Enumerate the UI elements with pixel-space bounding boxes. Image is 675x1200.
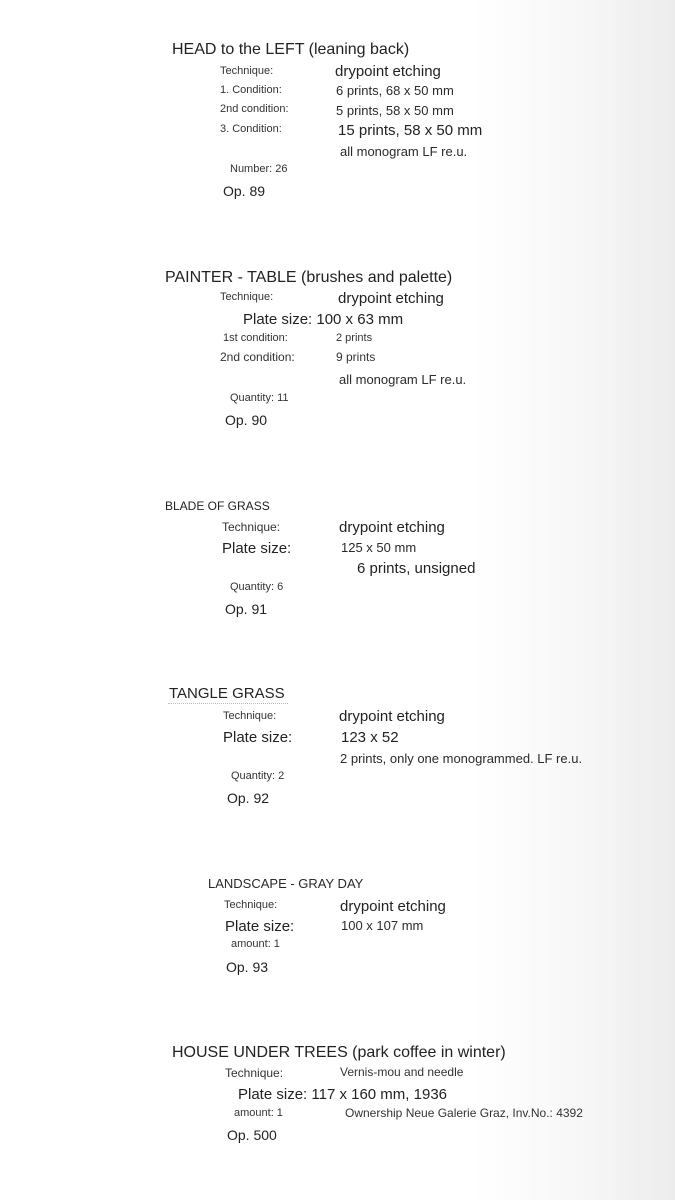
technique-value: Vernis-mou and needle <box>340 1065 464 1079</box>
entry-count: Quantity: 2 <box>231 770 285 782</box>
technique-value: drypoint etching <box>338 290 444 307</box>
entry-opus: Op. 89 <box>223 183 266 199</box>
condition-label: 1st condition: <box>223 332 288 344</box>
plate-size-value: 100 x 107 mm <box>341 918 424 933</box>
entry-opus: Op. 92 <box>227 790 270 806</box>
entry-count: Quantity: 11 <box>230 392 289 404</box>
ownership: Ownership Neue Galerie Graz, Inv.No.: 4392 <box>345 1106 583 1120</box>
plate-size: Plate size: 117 x 160 mm, 1936 <box>238 1086 448 1103</box>
entry-note: 6 prints, unsigned <box>357 560 476 577</box>
technique-label: Technique: <box>224 899 278 911</box>
condition-value: 5 prints, 58 x 50 mm <box>336 103 454 118</box>
entry-count: amount: 1 <box>234 1107 283 1119</box>
condition-value: 9 prints <box>336 350 376 364</box>
condition-label: 2nd condition: <box>220 350 295 364</box>
entry-opus: Op. 500 <box>227 1127 277 1143</box>
entry-note: 2 prints, only one monogrammed. LF re.u. <box>340 751 583 766</box>
technique-label: Technique: <box>220 65 274 77</box>
plate-size-label: Plate size: <box>223 729 293 746</box>
entry-opus: Op. 90 <box>225 412 268 428</box>
technique-label: Technique: <box>223 710 277 722</box>
technique-value: drypoint etching <box>340 898 446 915</box>
condition-label: 1. Condition: <box>220 84 282 96</box>
condition-value: 2 prints <box>336 332 373 344</box>
entry-note: all monogram LF re.u. <box>340 144 468 159</box>
technique-label: Technique: <box>225 1066 284 1080</box>
condition-label: 2nd condition: <box>220 103 289 115</box>
condition-value: 6 prints, 68 x 50 mm <box>336 83 454 98</box>
entry-note: all monogram LF re.u. <box>339 372 467 387</box>
entry-count: Number: 26 <box>230 163 288 175</box>
entry-count: Quantity: 6 <box>230 581 284 593</box>
entry-title: TANGLE GRASS <box>169 685 285 702</box>
entry-count: amount: 1 <box>231 938 280 950</box>
technique-value: drypoint etching <box>335 63 441 80</box>
entry-title: HEAD to the LEFT (leaning back) <box>172 41 410 58</box>
plate-size-label: Plate size: <box>225 918 295 935</box>
condition-label: 3. Condition: <box>220 123 282 135</box>
plate-size-value: 123 x 52 <box>341 729 399 746</box>
entry-title: BLADE OF GRASS <box>165 499 270 513</box>
plate-size: Plate size: 100 x 63 mm <box>243 311 404 328</box>
technique-value: drypoint etching <box>339 519 445 536</box>
technique-value: drypoint etching <box>339 708 445 725</box>
technique-label: Technique: <box>220 291 274 303</box>
plate-size-value: 125 x 50 mm <box>341 540 417 555</box>
technique-label: Technique: <box>222 520 281 534</box>
entry-opus: Op. 91 <box>225 601 268 617</box>
entry-title: LANDSCAPE - GRAY DAY <box>208 876 364 891</box>
title-underline <box>168 703 288 705</box>
condition-value: 15 prints, 58 x 50 mm <box>338 122 483 139</box>
entry-opus: Op. 93 <box>226 959 269 975</box>
entry-title: PAINTER - TABLE (brushes and palette) <box>165 269 453 286</box>
plate-size-label: Plate size: <box>222 540 292 557</box>
entry-title: HOUSE UNDER TREES (park coffee in winter) <box>172 1044 506 1061</box>
